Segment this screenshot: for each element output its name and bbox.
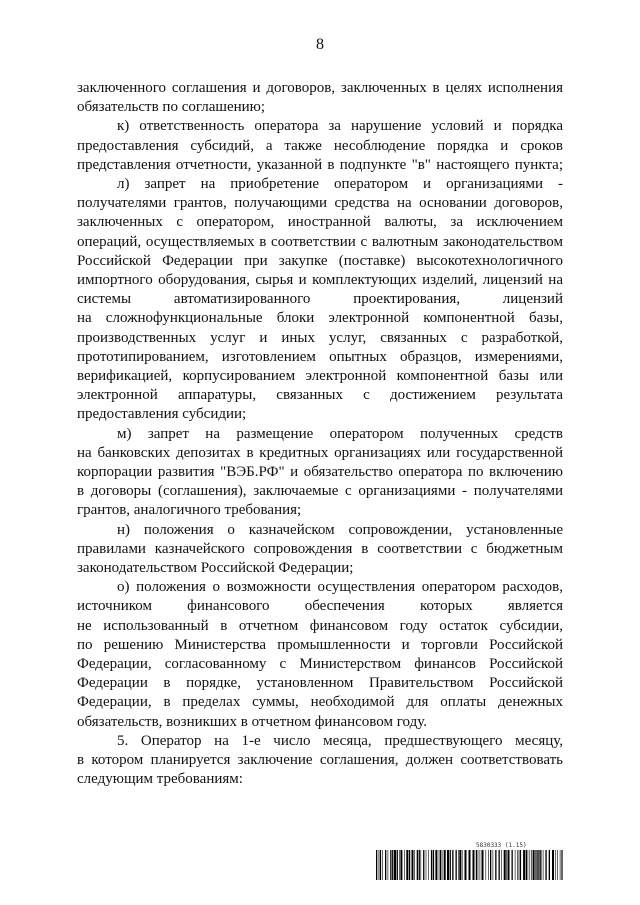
text-line: заключенных с оператором, иностранной валюты, за исключением [77, 214, 563, 231]
text-line: в котором планируется заключение соглашения, должен соответствовать [77, 752, 563, 768]
text-line: к) ответственность оператора за нарушение условий и порядка [117, 118, 563, 135]
text-line: корпорации развития "ВЭБ.РФ" и обязательство оператора по включению [77, 464, 563, 480]
text-line: по решению Министерства промышленности и торговли Российской [77, 636, 563, 653]
text-line: импортного оборудования, сырья и комплектующих изделий, лицензий на [77, 272, 563, 288]
text-line: обязательств по соглашению; [77, 99, 266, 116]
text-line: грантов, аналогичного требования; [77, 502, 302, 519]
text-line: электронной аппаратуры, связанных с достижением результата [77, 387, 563, 404]
text-line: Российской Федерации при закупке (поставке) высокотехнологичного [77, 252, 563, 269]
text-line: н) положения о казначейском сопровождении, установленные [117, 521, 563, 538]
text-line: получателями грантов, получающими средства на основании договоров, [77, 195, 563, 212]
text-line: правилами казначейского сопровождения в соответствии с бюджетным [77, 540, 563, 557]
text-line: в договоры (соглашения), заключаемые с организациями - получателями [77, 483, 563, 500]
text-line: представления отчетности, указанной в подпункте "в" настоящего пункта; [77, 156, 563, 173]
text-line: на сложнофункциональные блоки электронной компонентной базы, [77, 310, 563, 327]
text-line: обязательств, возникших в отчетном финансовом году. [77, 713, 427, 730]
barcode-caption: 5830333 (1.15) [476, 842, 527, 849]
text-line: верификацией, корпусированием электронной компонентной базы или [77, 368, 563, 384]
text-line: не использованный в отчетном финансовом году остаток субсидии, [77, 617, 563, 634]
text-line: источником финансового обеспечения которых является [77, 598, 563, 615]
text-line: Федерации, согласованному с Министерством финансов Российской [77, 656, 563, 672]
text-line: Федерации, в пределах суммы, необходимой для оплаты денежных [77, 694, 563, 711]
text-line: операций, осуществляемых в соответствии с валютным законодательством [77, 233, 563, 250]
barcode-image [376, 850, 563, 880]
text-line: предоставления субсидии; [77, 406, 247, 423]
text-line: прототипированием, изготовлением опытных образцов, измерениями, [77, 348, 563, 365]
text-line: на банковских депозитах в кредитных организациях или государственной [77, 444, 563, 461]
text-line: м) запрет на размещение оператором полученных средств [117, 425, 563, 442]
text-line: предоставления субсидий, а также несоблюдение порядка и сроков [77, 137, 563, 154]
text-line: л) запрет на приобретение оператором и организациями - [117, 176, 563, 192]
text-line: производственных услуг и иных услуг, связанных с разработкой, [77, 329, 563, 346]
text-line: следующим требованиям: [77, 771, 243, 788]
text-line: Федерации в порядке, установленном Правительством Российской [77, 675, 563, 692]
text-line: 5. Оператор на 1-е число месяца, предшествующего месяцу, [117, 732, 563, 749]
page-number: 8 [316, 36, 324, 53]
text-line: законодательством Российской Федерации; [77, 560, 354, 576]
text-line: системы автоматизированного проектирования, лицензий [77, 291, 563, 308]
text-line: заключенного соглашения и договоров, заключенных в целях исполнения [77, 80, 563, 96]
text-line: о) положения о возможности осуществления оператором расходов, [117, 579, 563, 596]
